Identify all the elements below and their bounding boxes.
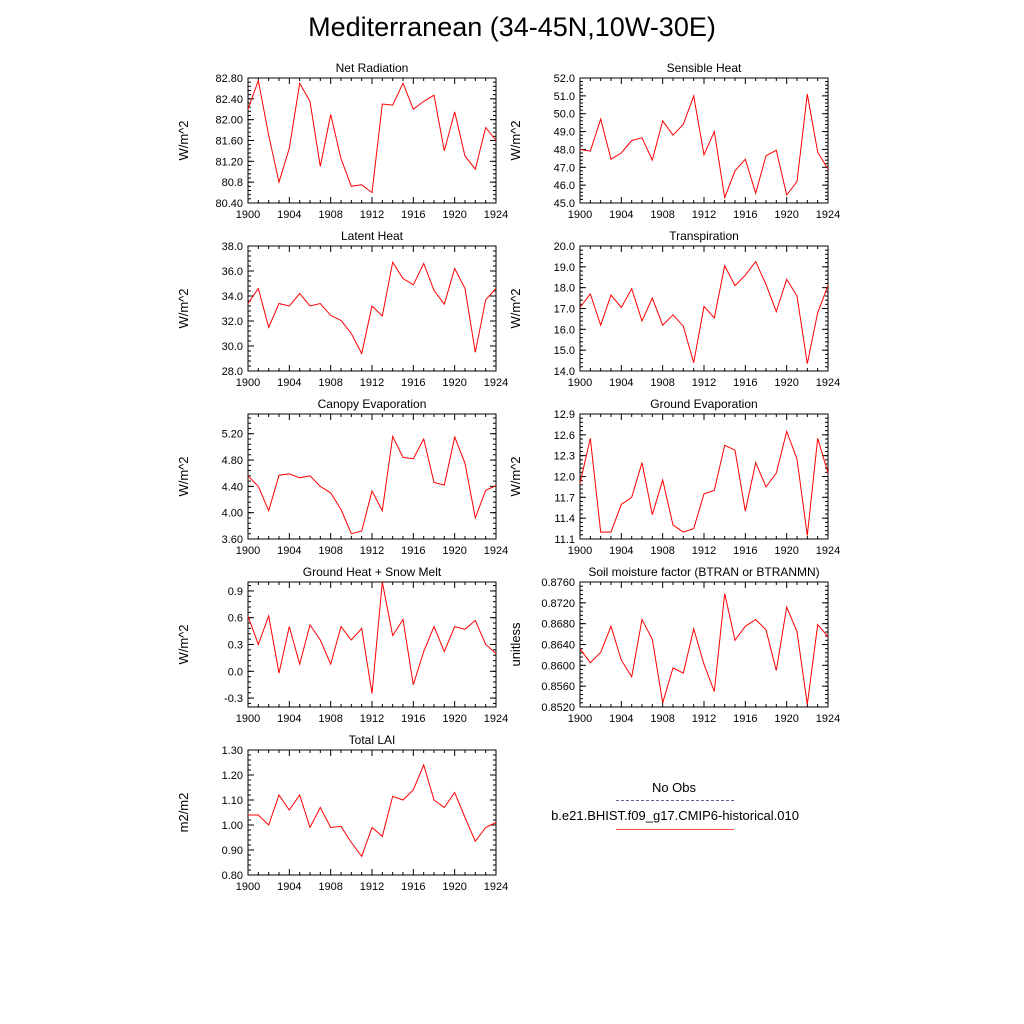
series-line bbox=[580, 262, 828, 364]
x-tick-label: 1916 bbox=[401, 713, 426, 725]
chart-canopy-evaporation bbox=[176, 397, 508, 557]
plot-frame bbox=[248, 246, 496, 371]
x-tick-label: 1916 bbox=[401, 209, 426, 221]
series-line bbox=[248, 582, 496, 694]
y-tick-label: 81.20 bbox=[215, 156, 243, 169]
x-tick-label: 1924 bbox=[815, 545, 841, 557]
y-tick-label: 4.40 bbox=[221, 481, 243, 494]
x-tick-label: 1908 bbox=[318, 377, 343, 389]
y-tick-label: 0.9 bbox=[227, 585, 243, 598]
x-tick-label: 1908 bbox=[650, 713, 675, 725]
y-tick-label: 1.20 bbox=[221, 770, 243, 782]
x-tick-label: 1924 bbox=[483, 881, 509, 893]
x-tick-label: 1900 bbox=[567, 377, 593, 389]
y-axis-label: W/m^2 bbox=[176, 120, 191, 161]
y-tick-label: 0.3 bbox=[227, 639, 243, 652]
y-tick-label: 81.60 bbox=[215, 135, 243, 148]
plot-frame bbox=[580, 414, 828, 539]
x-tick-label: 1904 bbox=[609, 377, 634, 389]
y-tick-label: 18.0 bbox=[553, 282, 575, 295]
chart-title: Sensible Heat bbox=[666, 61, 742, 75]
y-tick-label: 12.0 bbox=[553, 471, 575, 484]
x-tick-label: 1916 bbox=[733, 209, 758, 221]
x-tick-label: 1904 bbox=[609, 713, 634, 725]
y-axis-label: W/m^2 bbox=[508, 120, 523, 161]
y-tick-label: 1.30 bbox=[221, 745, 243, 757]
chart-title: Soil moisture factor (BTRAN or BTRANMN) bbox=[588, 565, 820, 579]
y-tick-label: 32.0 bbox=[221, 316, 243, 328]
y-tick-label: 4.00 bbox=[221, 507, 243, 520]
x-tick-label: 1912 bbox=[359, 713, 385, 725]
main-title: Mediterranean (34-45N,10W-30E) bbox=[308, 12, 716, 42]
y-tick-label: 20.0 bbox=[553, 241, 575, 253]
x-tick-label: 1920 bbox=[774, 713, 799, 725]
chart-title: Transpiration bbox=[669, 229, 739, 243]
legend-line-no-obs bbox=[616, 800, 734, 801]
x-tick-label: 1908 bbox=[318, 545, 343, 557]
x-tick-label: 1916 bbox=[401, 545, 426, 557]
y-tick-label: 28.0 bbox=[221, 366, 243, 378]
y-axis-label: W/m^2 bbox=[176, 624, 191, 665]
x-tick-label: 1900 bbox=[235, 377, 261, 389]
y-tick-label: 51.0 bbox=[553, 90, 575, 103]
x-tick-label: 1900 bbox=[567, 209, 593, 221]
x-tick-label: 1920 bbox=[774, 545, 799, 557]
y-axis-label: W/m^2 bbox=[176, 288, 191, 329]
series-line bbox=[248, 436, 496, 533]
series-line bbox=[248, 262, 496, 353]
x-tick-label: 1920 bbox=[442, 377, 467, 389]
x-tick-label: 1912 bbox=[691, 545, 717, 557]
x-tick-label: 1920 bbox=[442, 209, 467, 221]
y-tick-label: 11.4 bbox=[554, 513, 575, 526]
x-tick-label: 1920 bbox=[442, 713, 467, 725]
chart-transpiration bbox=[508, 229, 840, 389]
x-tick-label: 1916 bbox=[733, 713, 758, 725]
y-tick-label: 11.7 bbox=[554, 492, 575, 505]
x-tick-label: 1904 bbox=[609, 545, 634, 557]
x-tick-label: 1924 bbox=[815, 713, 841, 725]
y-tick-label: 16.0 bbox=[553, 324, 575, 337]
y-tick-label: 5.20 bbox=[221, 428, 243, 441]
y-tick-label: 80.40 bbox=[215, 198, 243, 210]
y-tick-label: 1.00 bbox=[221, 820, 243, 832]
y-tick-label: 11.1 bbox=[554, 534, 575, 546]
y-axis-label: W/m^2 bbox=[508, 456, 523, 497]
y-tick-label: 15.0 bbox=[553, 345, 575, 358]
y-tick-label: 3.60 bbox=[221, 534, 243, 546]
x-tick-label: 1916 bbox=[401, 881, 426, 893]
plot-frame bbox=[248, 414, 496, 539]
x-tick-label: 1920 bbox=[442, 881, 467, 893]
chart-ground-heat-snow-melt bbox=[176, 565, 508, 725]
chart-title: Latent Heat bbox=[340, 229, 404, 243]
chart-net-radiation bbox=[176, 61, 508, 221]
x-tick-label: 1900 bbox=[235, 713, 261, 725]
y-tick-label: 80.8 bbox=[221, 177, 243, 190]
x-tick-label: 1912 bbox=[359, 545, 385, 557]
y-tick-label: 38.0 bbox=[221, 241, 243, 253]
plot-frame bbox=[248, 750, 496, 875]
x-tick-label: 1924 bbox=[483, 545, 509, 557]
chart-ground-evaporation bbox=[508, 397, 840, 557]
y-tick-label: -0.3 bbox=[224, 693, 243, 706]
x-tick-label: 1916 bbox=[733, 377, 758, 389]
y-tick-label: 0.80 bbox=[221, 870, 243, 882]
y-axis-label: W/m^2 bbox=[508, 288, 523, 329]
chart-title: Canopy Evaporation bbox=[317, 397, 427, 411]
x-tick-label: 1920 bbox=[774, 377, 799, 389]
x-tick-label: 1904 bbox=[277, 209, 302, 221]
y-tick-label: 12.6 bbox=[553, 429, 575, 442]
y-tick-label: 30.0 bbox=[221, 341, 243, 353]
y-tick-label: 12.9 bbox=[553, 409, 575, 421]
y-tick-label: 50.0 bbox=[553, 108, 575, 121]
y-axis-label: m2/m2 bbox=[176, 792, 191, 833]
y-tick-label: 49.0 bbox=[553, 126, 575, 139]
x-tick-label: 1908 bbox=[318, 881, 343, 893]
x-tick-label: 1900 bbox=[567, 713, 593, 725]
series-line bbox=[580, 594, 828, 705]
x-tick-label: 1924 bbox=[483, 209, 509, 221]
y-tick-label: 14.0 bbox=[553, 366, 575, 378]
x-tick-label: 1904 bbox=[277, 713, 302, 725]
x-tick-label: 1912 bbox=[691, 377, 717, 389]
x-tick-label: 1900 bbox=[235, 209, 261, 221]
plot-frame bbox=[580, 582, 828, 707]
chart-latent-heat bbox=[176, 229, 508, 389]
x-tick-label: 1900 bbox=[567, 545, 593, 557]
legend-line-model-run bbox=[616, 829, 734, 830]
y-tick-label: 17.0 bbox=[553, 303, 575, 316]
x-tick-label: 1924 bbox=[483, 713, 509, 725]
series-line bbox=[580, 94, 828, 198]
chart-title: Ground Heat + Snow Melt bbox=[302, 565, 442, 579]
plot-frame bbox=[248, 78, 496, 203]
x-tick-label: 1904 bbox=[277, 377, 302, 389]
y-axis-label: unitless bbox=[508, 622, 523, 667]
y-tick-label: 46.0 bbox=[553, 180, 575, 193]
x-tick-label: 1912 bbox=[691, 209, 717, 221]
chart-sensible-heat bbox=[508, 61, 840, 221]
x-tick-label: 1924 bbox=[815, 209, 841, 221]
chart-soil-moisture-factor-btran-or-btranmn bbox=[508, 565, 840, 725]
y-tick-label: 52.0 bbox=[553, 73, 575, 85]
y-tick-label: 0.8720 bbox=[541, 597, 575, 610]
x-tick-label: 1912 bbox=[359, 881, 385, 893]
y-tick-label: 0.6 bbox=[227, 612, 243, 625]
x-tick-label: 1924 bbox=[815, 377, 841, 389]
x-tick-label: 1916 bbox=[401, 377, 426, 389]
chart-total-lai bbox=[176, 733, 508, 893]
y-tick-label: 45.0 bbox=[553, 198, 575, 210]
x-tick-label: 1904 bbox=[277, 545, 302, 557]
y-tick-label: 12.3 bbox=[553, 450, 575, 463]
y-axis-label: W/m^2 bbox=[176, 456, 191, 497]
y-tick-label: 0.8520 bbox=[541, 702, 575, 714]
y-tick-label: 0.8760 bbox=[541, 577, 575, 589]
y-tick-label: 0.8680 bbox=[541, 618, 575, 631]
plot-frame bbox=[580, 78, 828, 203]
x-tick-label: 1900 bbox=[235, 545, 261, 557]
y-tick-label: 34.0 bbox=[221, 291, 243, 303]
x-tick-label: 1904 bbox=[277, 881, 302, 893]
series-line bbox=[248, 765, 496, 856]
x-tick-label: 1912 bbox=[691, 713, 717, 725]
x-tick-label: 1908 bbox=[650, 209, 675, 221]
y-tick-label: 1.10 bbox=[221, 795, 243, 807]
y-tick-label: 0.8560 bbox=[541, 681, 575, 694]
series-line bbox=[580, 431, 828, 535]
y-tick-label: 82.00 bbox=[215, 114, 243, 127]
chart-title: Ground Evaporation bbox=[650, 397, 758, 411]
chart-title: Net Radiation bbox=[335, 61, 409, 75]
x-tick-label: 1908 bbox=[650, 545, 675, 557]
series-line bbox=[248, 81, 496, 193]
x-tick-label: 1912 bbox=[359, 377, 385, 389]
y-tick-label: 48.0 bbox=[553, 144, 575, 157]
x-tick-label: 1912 bbox=[359, 209, 385, 221]
x-tick-label: 1916 bbox=[733, 545, 758, 557]
y-tick-label: 82.80 bbox=[215, 73, 243, 85]
x-tick-label: 1924 bbox=[483, 377, 509, 389]
y-tick-label: 0.90 bbox=[221, 845, 243, 857]
y-tick-label: 4.80 bbox=[221, 455, 243, 468]
x-tick-label: 1908 bbox=[318, 713, 343, 725]
y-tick-label: 0.8640 bbox=[541, 639, 575, 652]
x-tick-label: 1920 bbox=[774, 209, 799, 221]
y-tick-label: 82.40 bbox=[215, 93, 243, 106]
y-tick-label: 47.0 bbox=[553, 162, 575, 175]
chart-title: Total LAI bbox=[348, 733, 396, 747]
x-tick-label: 1908 bbox=[650, 377, 675, 389]
x-tick-label: 1900 bbox=[235, 881, 261, 893]
legend-label-no-obs: No Obs bbox=[651, 780, 697, 795]
x-tick-label: 1904 bbox=[609, 209, 634, 221]
y-tick-label: 36.0 bbox=[221, 266, 243, 278]
y-tick-label: 0.8600 bbox=[541, 660, 575, 673]
legend-label-model-run: b.e21.BHIST.f09_g17.CMIP6-historical.010 bbox=[551, 808, 799, 823]
x-tick-label: 1908 bbox=[318, 209, 343, 221]
x-tick-label: 1920 bbox=[442, 545, 467, 557]
y-tick-label: 19.0 bbox=[553, 261, 575, 274]
y-tick-label: 0.0 bbox=[227, 666, 243, 679]
